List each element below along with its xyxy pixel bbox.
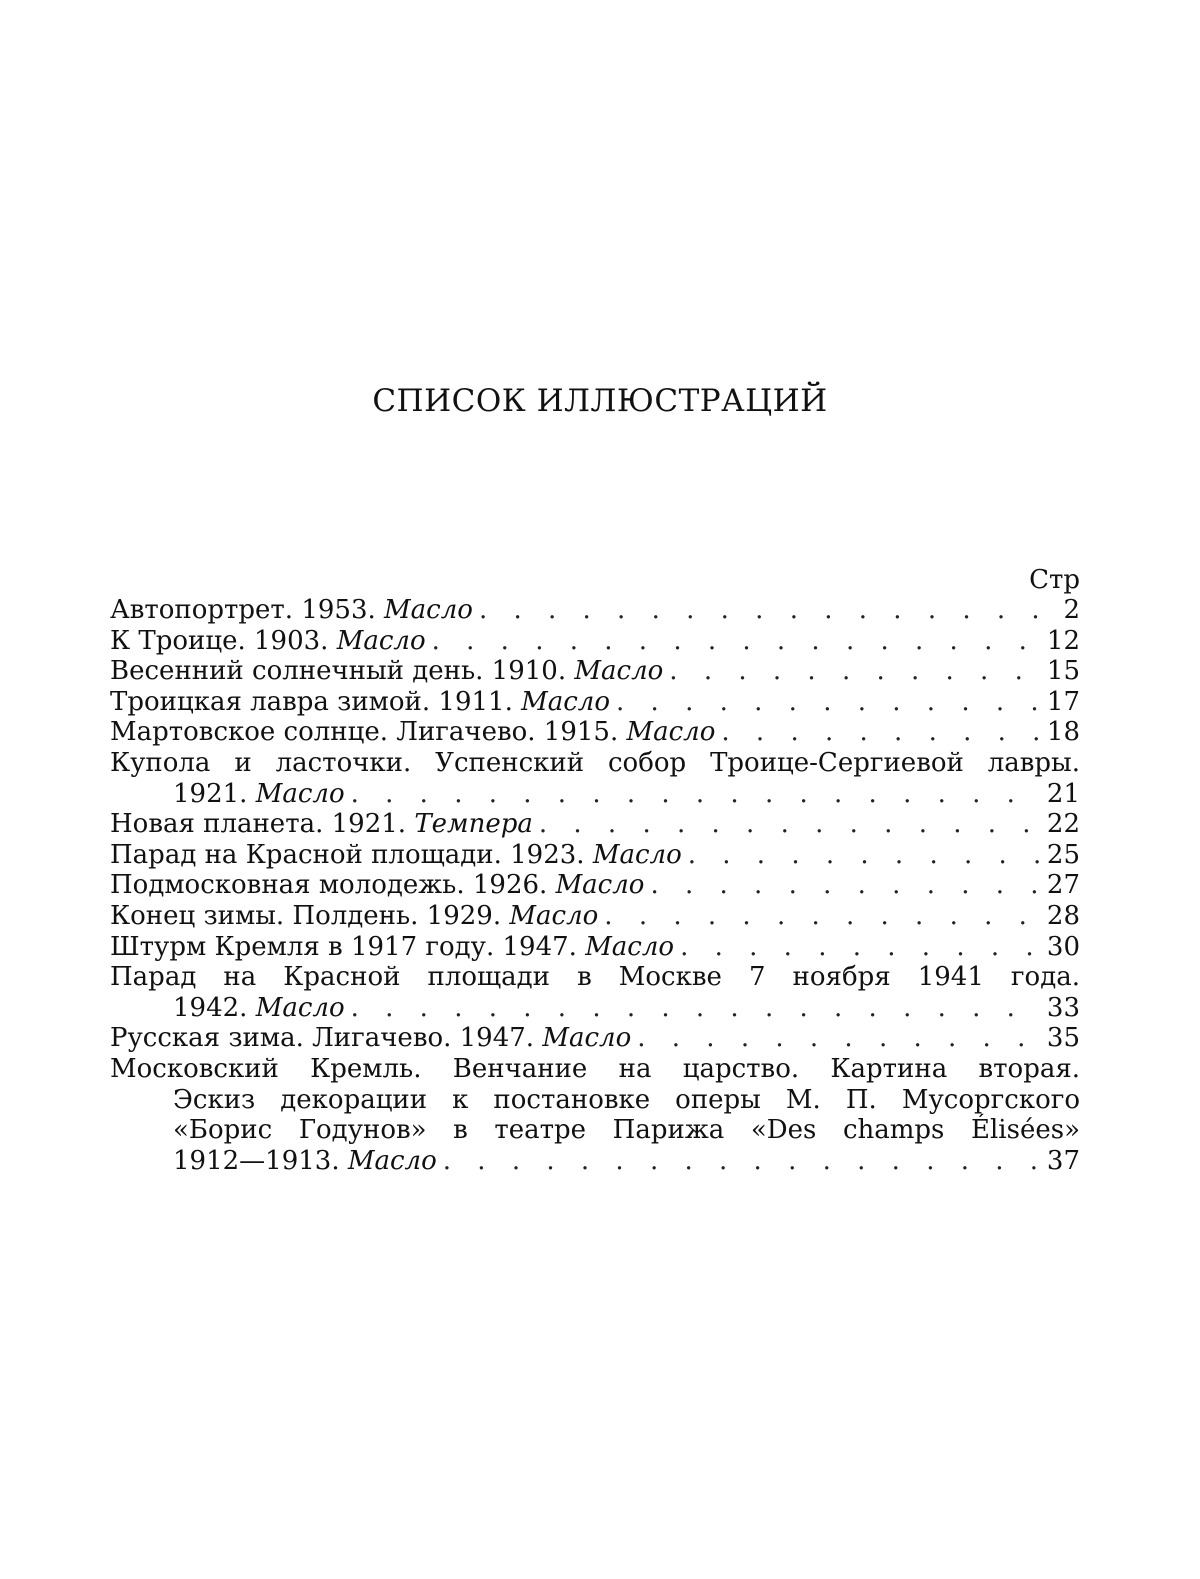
dot-leader <box>479 595 1048 626</box>
entry-page-number: 2 <box>1063 595 1080 625</box>
list-item <box>110 932 1080 963</box>
entry-medium: Масло <box>336 625 426 656</box>
entry-title: Новая планета. 1921. Темпера <box>110 809 533 840</box>
entry-page-number: 25 <box>1046 839 1080 870</box>
list-item <box>110 1023 1080 1054</box>
entry-title: Мартовское солнце. Лигачево. 1915. Масло <box>110 717 716 748</box>
entry-page-number: 12 <box>1046 625 1080 656</box>
dot-leader <box>539 809 1041 840</box>
entry-title: Парад на Красной площади. 1923. Масло <box>110 839 682 870</box>
entry-page-number: 15 <box>1046 656 1080 687</box>
list-item <box>110 595 1080 626</box>
dot-leader <box>351 993 1041 1024</box>
list-item <box>110 901 1080 932</box>
list-item <box>110 840 1080 871</box>
page-title: СПИСОК ИЛЛЮСТРАЦИЙ <box>372 383 828 419</box>
entry-medium: Масло <box>585 931 675 962</box>
dot-leader <box>721 717 1041 748</box>
entry-title-line: «Борис Годунов» в театре Парижа «Des champs Élisées» <box>173 1115 1080 1146</box>
entry-title: Русская зима. Лигачево. 1947. Масло <box>110 1023 632 1054</box>
entry-title: Штурм Кремля в 1917 году. 1947. Масло <box>110 931 675 962</box>
list-item <box>110 626 1080 657</box>
list-item <box>110 870 1080 901</box>
entry-page-number: 27 <box>1046 870 1080 901</box>
entry-medium: Масло <box>384 595 473 625</box>
list-item <box>110 717 1080 748</box>
entry-page-number: 18 <box>1046 717 1080 748</box>
entry-medium: Темпера <box>414 809 533 840</box>
entry-title-line: Эскиз декорации к постановке оперы М. П. Мусоргского <box>173 1084 1080 1115</box>
entry-page-number: 35 <box>1046 1023 1080 1054</box>
dot-leader <box>650 870 1040 901</box>
entry-title: 1912—1913. Масло <box>173 1145 437 1176</box>
list-item <box>110 687 1080 718</box>
entry-title: 1942. Масло <box>173 992 345 1023</box>
entry-page-number: 17 <box>1046 686 1080 717</box>
entry-page-number: 30 <box>1046 931 1080 962</box>
entry-medium: Масло <box>626 717 716 748</box>
illustrations-list <box>110 565 1080 1176</box>
entry-title-line: Парад на Красной площади в Москве 7 ноября 1941 года. <box>110 962 1080 993</box>
entry-medium: Масло <box>574 656 664 687</box>
entry-title-line: Московский Кремль. Венчание на царство. Картина вторая. <box>110 1053 1080 1084</box>
dot-leader <box>432 626 1041 657</box>
entry-title: Подмосковная молодежь. 1926. Масло <box>110 870 645 901</box>
entry-page-number: 21 <box>1046 778 1080 809</box>
list-item <box>110 809 1080 840</box>
entry-medium: Масло <box>555 870 645 901</box>
dot-leader <box>616 687 1041 718</box>
entry-medium: Масло <box>255 778 345 809</box>
dot-leader <box>351 779 1041 810</box>
entry-page-number: 37 <box>1046 1145 1080 1176</box>
entry-page-number: 28 <box>1046 900 1080 931</box>
dot-leader <box>637 1023 1041 1054</box>
dot-leader <box>604 901 1041 932</box>
dot-leader <box>680 932 1041 963</box>
entry-title: Троицкая лавра зимой. 1911. Масло <box>110 686 611 717</box>
entry-medium: Масло <box>521 686 611 717</box>
entry-medium: Масло <box>592 839 682 870</box>
dot-leader <box>443 1146 1041 1177</box>
entry-medium: Масло <box>542 1023 632 1054</box>
dot-leader <box>688 840 1041 871</box>
entry-medium: Масло <box>255 992 345 1023</box>
entry-page-number: 22 <box>1046 809 1080 840</box>
list-item <box>110 748 1080 809</box>
entry-page-number: 33 <box>1046 992 1080 1023</box>
list-item <box>110 962 1080 1023</box>
page-column-label: Стр <box>1029 565 1080 595</box>
entry-title: Конец зимы. Полдень. 1929. Масло <box>110 900 599 931</box>
entry-title: 1921. Масло <box>173 778 345 809</box>
entry-title-line: Купола и ласточки. Успенский собор Троице-Сергиевой лавры. <box>110 747 1080 778</box>
list-item <box>110 656 1080 687</box>
entry-medium: Масло <box>509 900 599 931</box>
dot-leader <box>669 656 1041 687</box>
list-item <box>110 1054 1080 1176</box>
entry-title: К Троице. 1903. Масло <box>110 625 426 656</box>
entry-title: Автопортрет. 1953. Масло <box>110 595 473 625</box>
entry-medium: Масло <box>347 1145 437 1176</box>
entry-title: Весенний солнечный день. 1910. Масло <box>110 656 664 687</box>
